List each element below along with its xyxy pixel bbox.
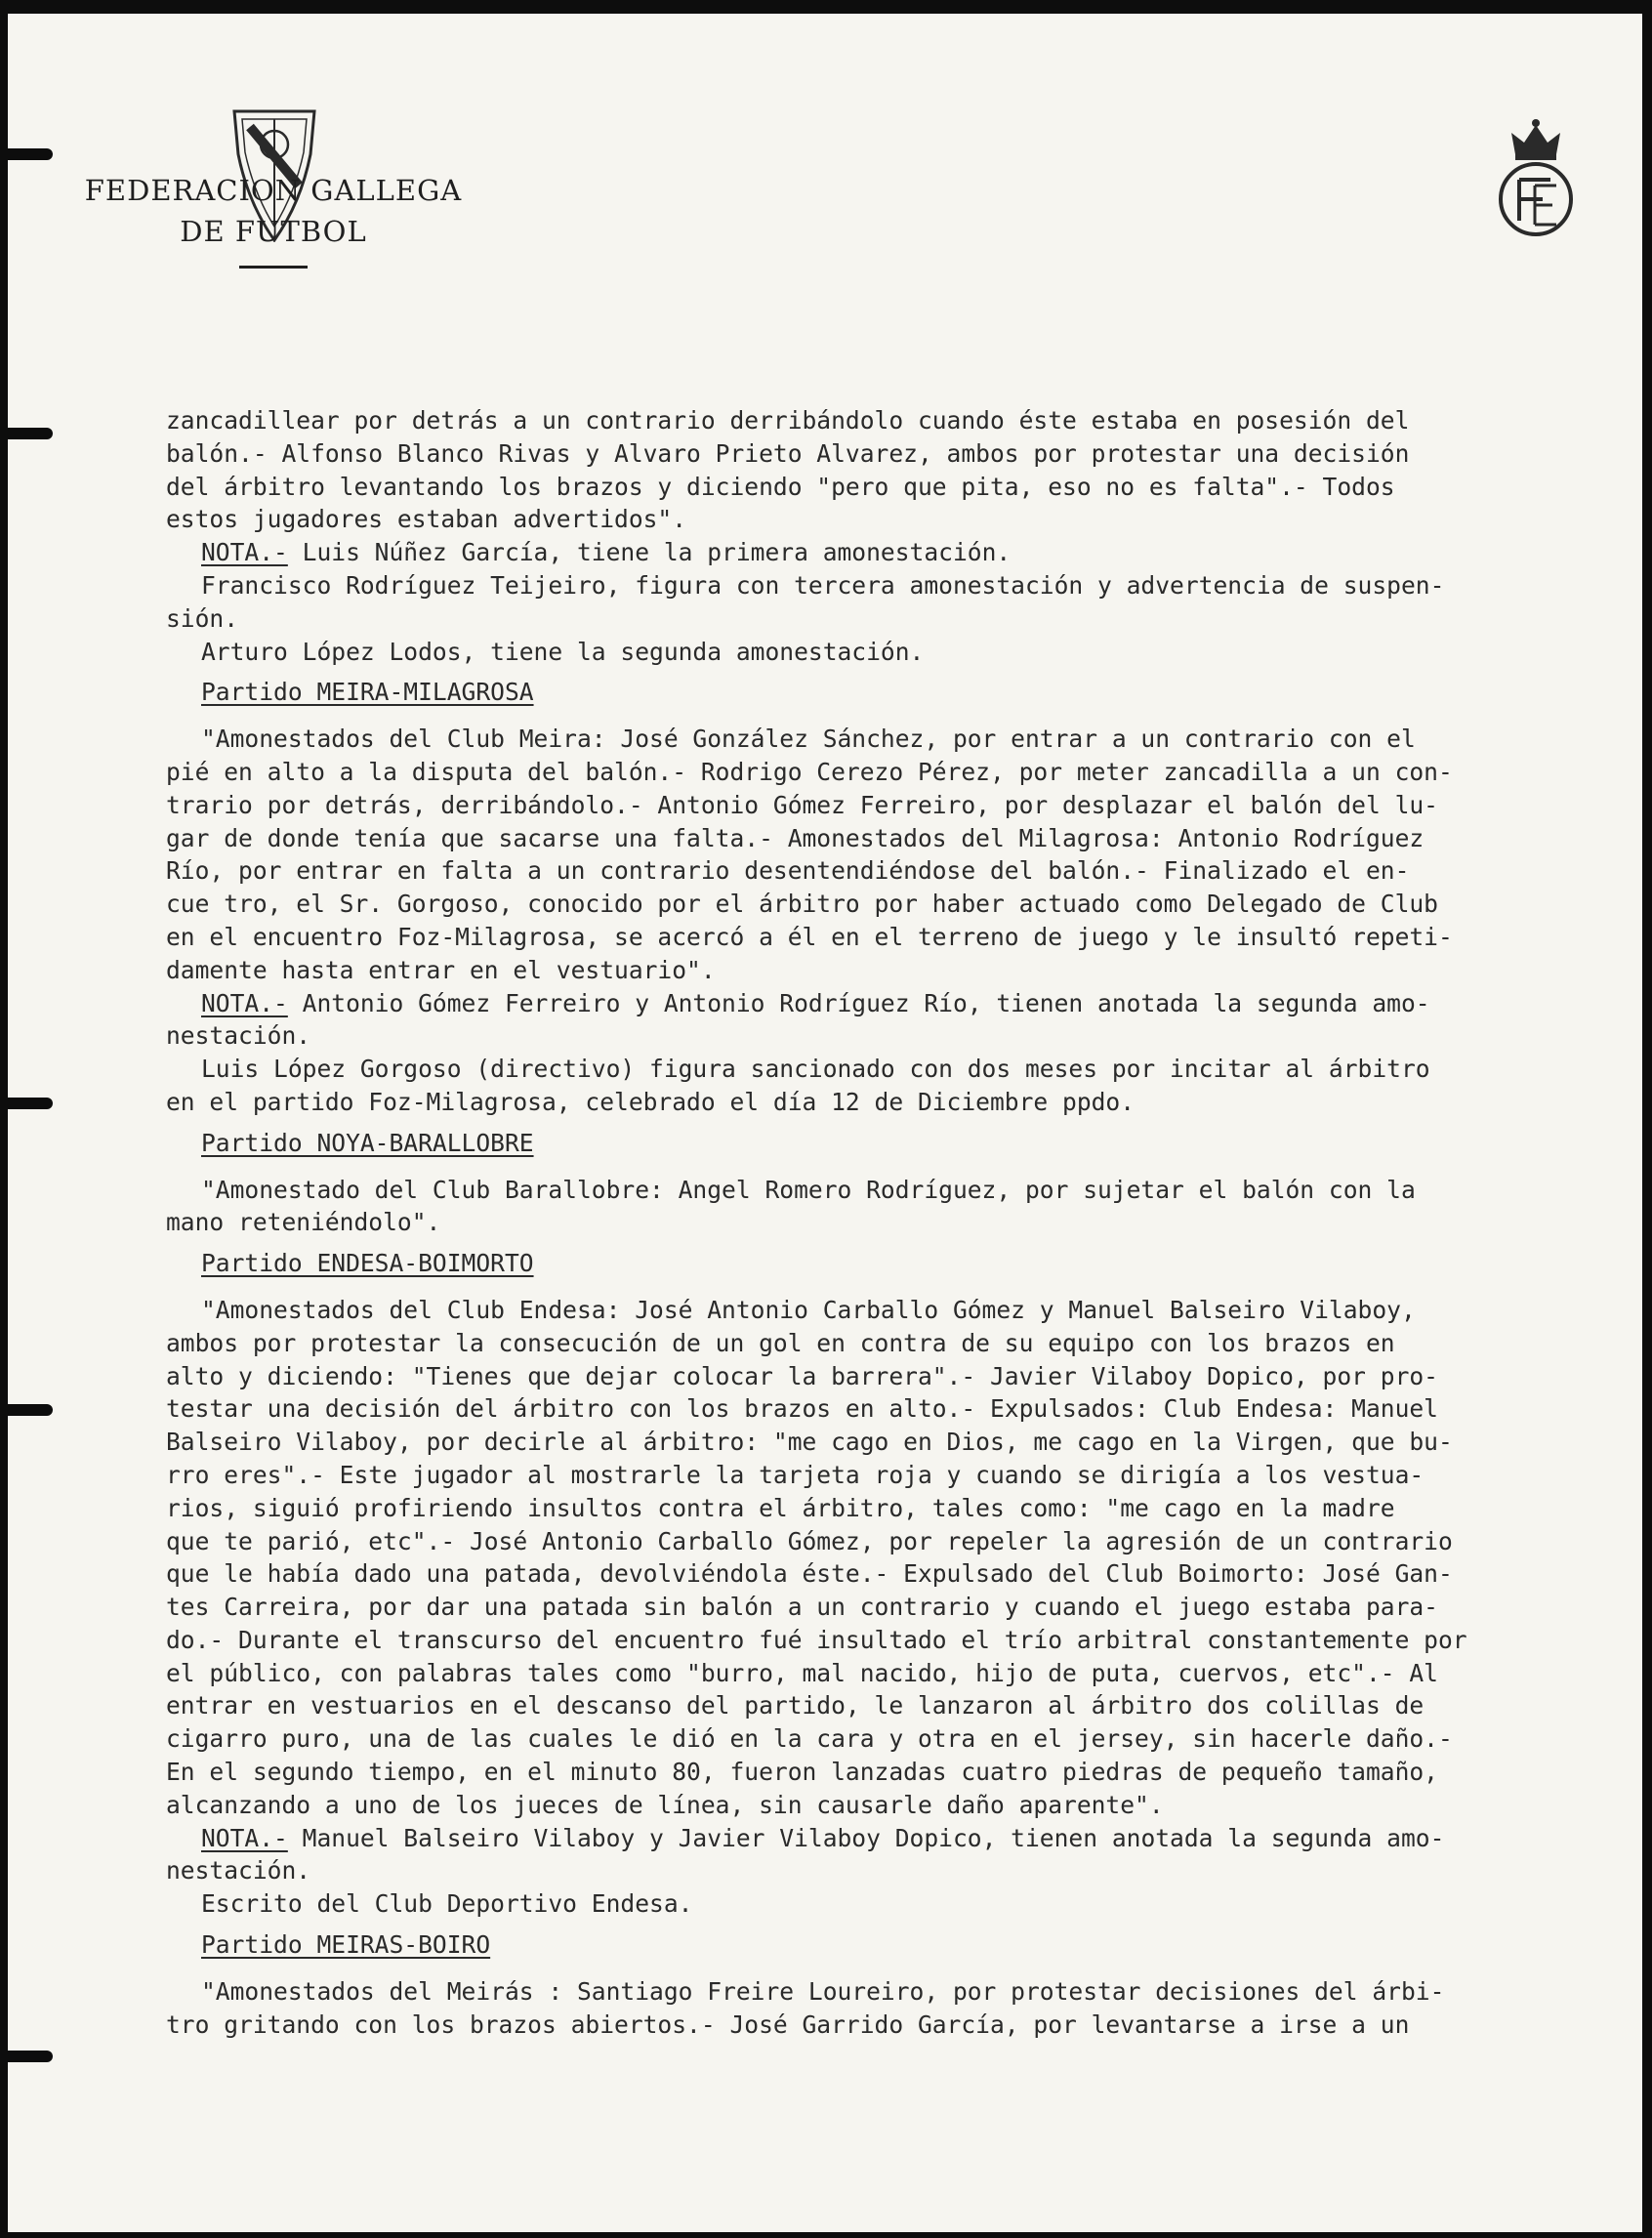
text-line: Escrito del Club Deportivo Endesa.: [201, 1889, 693, 1919]
binder-hole: [8, 148, 53, 160]
note-text: Manuel Balseiro Vilaboy y Javier Vilaboy Dopico, tienen anotada la segunda amo-: [287, 1823, 1445, 1852]
org-name-line1: FEDERACION GALLEGA: [84, 174, 463, 207]
text-line: ambos por protestar la consecución de un gol en contra de su equipo con los brazos en: [166, 1328, 1395, 1357]
text-line: que te parió, etc".- José Antonio Carballo Gómez, por repeler la agresión de un contrario: [166, 1526, 1453, 1555]
match-heading: [166, 1127, 1621, 1160]
text-line: damente hasta entrar en el vestuario".: [166, 955, 716, 984]
text-line: "Amonestados del Club Meira: José González Sánchez, por entrar a un contrario con el: [201, 725, 1416, 754]
note-paragraph: [166, 536, 1621, 569]
text-line: zancadillear por detrás a un contrario derribándolo cuando éste estaba en posesión del: [166, 406, 1410, 435]
text-line: el público, con palabras tales como "burro, mal nacido, hijo de puta, cuervos, etc".- Al: [166, 1658, 1438, 1687]
text-line: en el partido Foz-Milagrosa, celebrado el día 12 de Diciembre ppdo.: [166, 1087, 1136, 1116]
text-line: que le había dado una patada, devolviéndola éste.- Expulsado del Club Boimorto: José Gan-: [166, 1559, 1453, 1589]
text-line: Balseiro Vilaboy, por decirle al árbitro: "me cago en Dios, me cago en la Virgen, que bu-: [166, 1428, 1453, 1457]
match-heading-text: Partido NOYA-BARALLOBRE: [201, 1128, 534, 1157]
text-line: trario por detrás, derribándolo.- Antonio Gómez Ferreiro, por desplazar el balón del lu-: [166, 790, 1438, 819]
text-line: del árbitro levantando los brazos y diciendo "pero que pita, eso no es falta".- Todos: [166, 472, 1395, 501]
text-line: cigarro puro, una de las cuales le dió en la cara y otra en el jersey, sin hacerle daño.-: [166, 1724, 1453, 1754]
note-continuation: nestación.: [166, 1856, 311, 1886]
note-text: Antonio Gómez Ferreiro y Antonio Rodríguez Río, tienen anotada la segunda amo-: [287, 988, 1430, 1017]
text-line: tro gritando con los brazos abiertos.- José Garrido García, por levantarse a irse a un: [166, 2010, 1410, 2039]
text-line: estos jugadores estaban advertidos".: [166, 505, 687, 534]
text-line: sión.: [166, 603, 239, 633]
match-heading: [166, 676, 1621, 709]
note-text: Luis Núñez García, tiene la primera amonestación.: [287, 538, 1012, 567]
letterhead-rule: [239, 266, 308, 269]
text-line: cue tro, el Sr. Gorgoso, conocido por el árbitro por haber actuado como Delegado de Club: [166, 890, 1438, 919]
text-line: testar una decisión del árbitro con los brazos en alto.- Expulsados: Club Endesa: Manuel: [166, 1394, 1438, 1424]
match-heading: [166, 1928, 1621, 1962]
text-line: pié en alto a la disputa del balón.- Rodrigo Cerezo Pérez, por meter zancadilla a un con-: [166, 757, 1453, 786]
text-line: rios, siguió profiriendo insultos contra el árbitro, tales como: "me cago en la madre: [166, 1493, 1395, 1522]
text-line: alcanzando a uno de los jueces de línea, sin causarle daño aparente".: [166, 1790, 1164, 1819]
text-line: tes Carreira, por dar una patada sin balón a un contrario y cuando el juego estaba para-: [166, 1593, 1438, 1622]
document-body: [166, 404, 1621, 2041]
note-label: NOTA.-: [201, 538, 288, 567]
federation-letterhead: [78, 170, 469, 269]
text-line: Francisco Rodríguez Teijeiro, figura con tercera amonestación y advertencia de suspen-: [201, 570, 1445, 600]
match-heading-text: Partido ENDESA-BOIMORTO: [201, 1249, 534, 1278]
text-line: Luis López Gorgoso (directivo) figura sancionado con dos meses por incitar al árbitro: [201, 1055, 1430, 1084]
document-page: [8, 14, 1642, 2232]
crowned-fef-emblem: [1492, 115, 1580, 242]
text-line: en el encuentro Foz-Milagrosa, se acercó a él en el terreno de juego y le insultó repeti-: [166, 922, 1453, 951]
org-name-line2: DE FUTBOL: [180, 215, 367, 248]
text-line: Arturo López Lodos, tiene la segunda amonestación.: [201, 637, 925, 666]
match-heading: [166, 1247, 1621, 1280]
binder-hole: [8, 1098, 53, 1109]
binder-hole: [8, 1404, 53, 1416]
match-heading-text: Partido MEIRAS-BOIRO: [201, 1930, 491, 1960]
note-label: NOTA.-: [201, 988, 288, 1017]
binder-hole: [8, 428, 53, 439]
text-line: entrar en vestuarios en el descanso del partido, le lanzaron al árbitro dos colillas de: [166, 1691, 1425, 1720]
note-label: NOTA.-: [201, 1823, 288, 1852]
text-line: mano reteniéndolo".: [166, 1208, 441, 1237]
text-line: "Amonestado del Club Barallobre: Angel Romero Rodríguez, por sujetar el balón con la: [201, 1175, 1416, 1204]
binder-hole: [8, 2051, 53, 2062]
note-continuation: nestación.: [166, 1021, 311, 1051]
text-line: balón.- Alfonso Blanco Rivas y Alvaro Prieto Alvarez, ambos por protestar una decisión: [166, 438, 1410, 468]
text-line: gar de donde tenía que sacarse una falta.- Amonestados del Milagrosa: Antonio Rodríguez: [166, 823, 1425, 852]
text-line: En el segundo tiempo, en el minuto 80, fueron lanzadas cuatro piedras de pequeño tamaño,: [166, 1758, 1438, 1787]
text-line: rro eres".- Este jugador al mostrarle la tarjeta roja y cuando se dirigía a los vestua-: [166, 1460, 1425, 1489]
text-line: Río, por entrar en falta a un contrario desentendiéndose del balón.- Finalizado el en-: [166, 856, 1410, 886]
note-paragraph: [166, 1822, 1621, 1855]
text-line: "Amonestados del Meirás : Santiago Freire Loureiro, por protestar decisiones del árbi-: [201, 1976, 1445, 2006]
text-line: do.- Durante el transcurso del encuentro fué insultado el trío arbitral constantemente por: [166, 1625, 1467, 1654]
note-paragraph: [166, 987, 1621, 1020]
text-line: "Amonestados del Club Endesa: José Antonio Carballo Gómez y Manuel Balseiro Vilaboy,: [201, 1295, 1416, 1324]
text-line: alto y diciendo: "Tienes que dejar colocar la barrera".- Javier Vilaboy Dopico, por pro-: [166, 1361, 1438, 1390]
match-heading-text: Partido MEIRA-MILAGROSA: [201, 678, 534, 707]
